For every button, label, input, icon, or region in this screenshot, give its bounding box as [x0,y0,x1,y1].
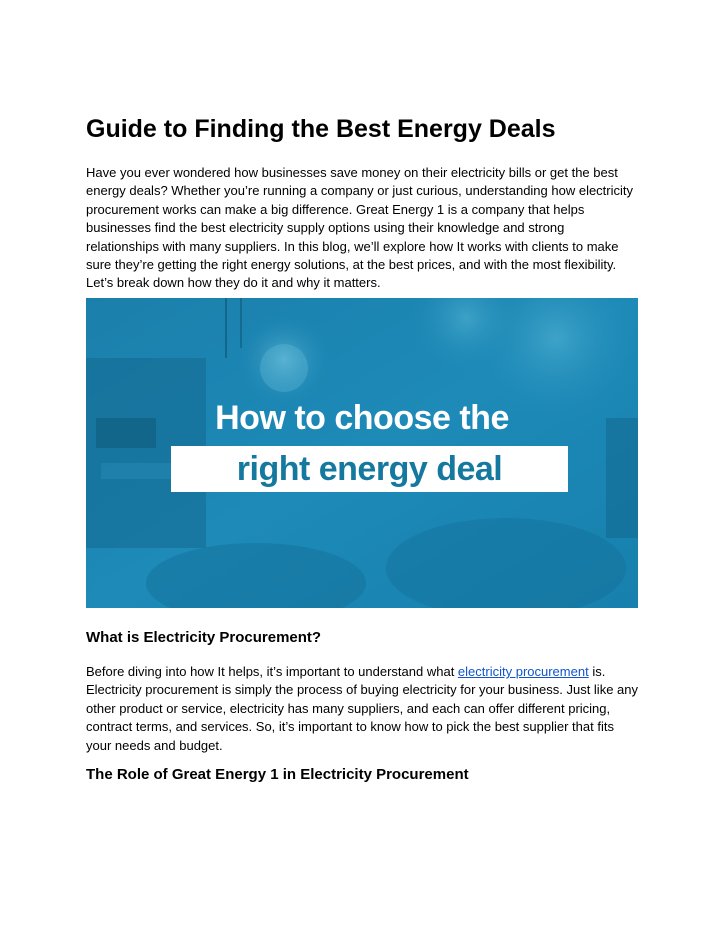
hero-image [86,298,638,608]
intro-line: sure they’re getting the right energy solutions, at the best prices, and with the most flexibility. [86,257,617,273]
intro-line: Let’s break down how they do it and why it matters. [86,275,381,291]
hero-heading-line1: How to choose the [215,399,509,437]
intro-line: businesses find the best electricity supply options using their knowledge and strong [86,220,565,236]
intro-line: energy deals? Whether you’re running a company or just curious, understanding how electricity [86,183,634,199]
intro-line: Have you ever wondered how businesses save money on their electricity bills or get the best [86,165,618,180]
intro-paragraph [86,164,642,293]
paragraph-line [86,663,642,681]
paragraph-text: Before diving into how It helps, it’s important to understand what [86,664,458,679]
paragraph-text: is. [588,664,606,679]
paragraph-line: your needs and budget. [86,737,223,753]
procurement-paragraph [86,663,642,755]
hero-heading-line2: right energy deal [236,450,503,488]
intro-line: relationships with many suppliers. In this blog, we’ll explore how It works with clients to make [86,238,619,254]
paragraph-line: Electricity procurement is simply the process of buying electricity for your business. Just like any [86,682,638,698]
section-heading-role-of-great-energy: The Role of Great Energy 1 in Electricity Procurement [86,766,469,783]
electricity-procurement-link[interactable]: electricity procurement [457,664,589,679]
intro-line: procurement works can make a big difference. Great Energy 1 is a company that helps [86,201,585,217]
paragraph-line: contract terms, and services. So, it’s important to know how to pick the best supplier that fits [86,719,614,735]
paragraph-line: other product or service, electricity has many suppliers, and each can offer different pricing, [86,700,611,716]
section-heading-what-is-procurement: What is Electricity Procurement? [86,629,322,646]
article-title: Guide to Finding the Best Energy Deals [86,115,556,143]
